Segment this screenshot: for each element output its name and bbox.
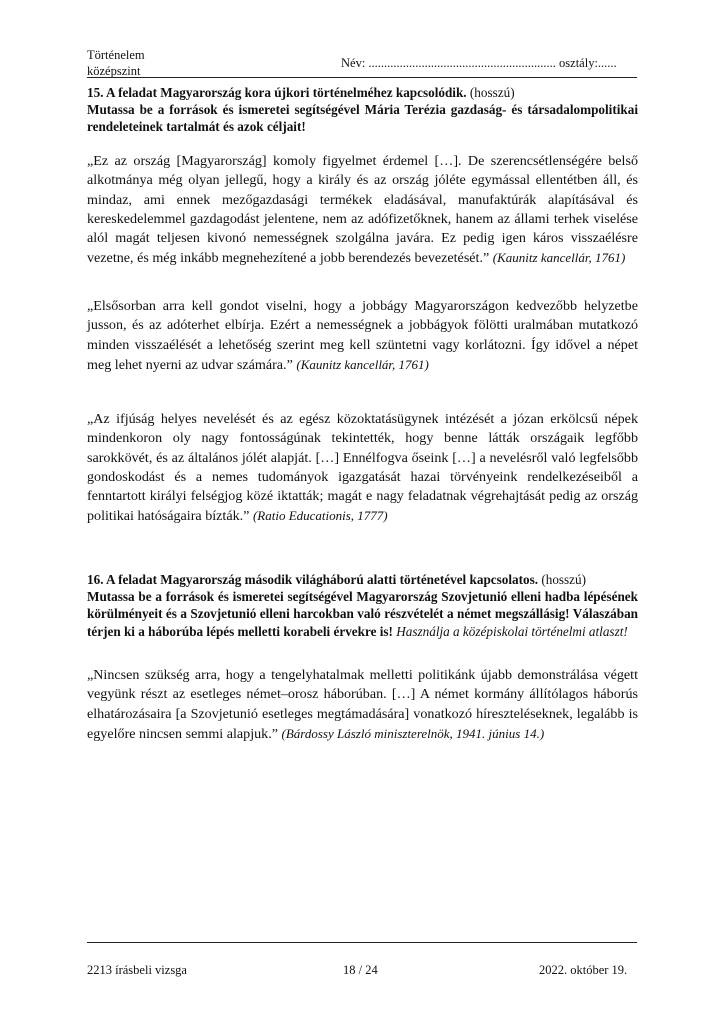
- source-citation: (Ratio Educationis, 1777): [252, 508, 388, 524]
- footer-divider: [87, 942, 637, 943]
- source-text: „Ez az ország [Magyarország] komoly figyelmet érdemel […]. De szerencsétlenségére belső alkotmánya még olyan jellegű, hogy a király és az ország jóléte egymással ellentétben áll, és mindaz, ami ennek mezőgazdasági termékek eladásával, manufaktúrák alapításával és kereskedelemmel gazdagodást jelentene, nem az adófizetőknek, hanem az állami terhek viselése alól magát teljesen kivonó nemességnek szolgálna javára. Ez pedig igen káros visszaélésre vezetne, és még inkább megnehezítené a jobb berendezés bevezetését.”: [87, 153, 638, 267]
- level-label: középszint: [87, 64, 141, 78]
- source-citation: (Kaunitz kancellár, 1761): [296, 356, 429, 372]
- task15-source-3: [87, 410, 638, 527]
- task16-length: (hosszú): [541, 572, 587, 587]
- page-number: 18 / 24: [343, 963, 378, 977]
- source-text: „Elsősorban arra kell gondot viselni, hogy a jobbágy Magyarországon kedvezőbb helyzetbe jusson, és az adóterhet elbírja. Ezért a nemességnek a jobbágyok fölötti uralmában mutatkozó minden visszaélését a lehetőség szerint meg kell szüntetni vagy korlátozni. Így idővel a népet meg lehet nyerni az udvar számára.”: [87, 298, 638, 373]
- source-text: „Nincsen szükség arra, hogy a tengelyhatalmak melletti politikánk újabb demonstrálása végett vegyünk részt az esetleges német–orosz háborúban. […] A német kormány állítólagos háborús elhatározásaira [a Szovjetunió esetleges megtámadására] vonatkozó híreszteléseknek, legalább is egyelőre nincsen semmi alapjuk.”: [87, 667, 638, 742]
- task16-instruction: Mutassa be a források és ismeretei segítségével Magyarország Szovjetunió elleni hadba lépésének körülményeit és a Szovjetunió elleni harcokban való részvételét a német megszállásig! Válaszában térjen ki a háborúba lépés melletti korabeli érvekre is!: [87, 589, 638, 639]
- source-citation: (Kaunitz kancellár, 1761): [492, 250, 626, 266]
- task15-source-1: [87, 152, 638, 269]
- header-divider: [87, 77, 637, 78]
- task15-source-2: [87, 297, 638, 375]
- name-class-field: Név: ............................................................ osztály:......: [341, 56, 617, 70]
- task15-heading: [87, 84, 638, 136]
- source-text: „Az ifjúság helyes nevelését és az egész közoktatásügynek intézését a józan erkölcsű népek mindenkoron oly nagy fontosságúnak tekintették, hogy benne látták országaik legfőbb sarokkövét, és az általános jólét alapját. […] Ennélfogva őseink […] a nevelésről való legfelsőbb gondoskodást és a nemes tudományok igazgatását hazai törvényeink rendelkezéseiből a fenntartott királyi felségjog közé iktatták; magát e nagy feladatnak végrehajtását pedig az ország politikai hatóságaira bízták.”: [87, 411, 638, 525]
- source-citation: (Bárdossy László miniszterelnök, 1941. június 14.): [281, 725, 545, 741]
- subject-block: [87, 47, 145, 79]
- task16-source-1: [87, 666, 638, 744]
- task16-heading: [87, 571, 638, 640]
- task16-title: 16. A feladat Magyarország második világháború alatti történetével kapcsolatos.: [87, 572, 539, 587]
- exam-code: 2213 írásbeli vizsga: [87, 963, 187, 977]
- task15-title: 15. A feladat Magyarország kora újkori történelméhez kapcsolódik.: [87, 85, 467, 100]
- task16-note: Használja a középiskolai történelmi atlaszt!: [396, 623, 628, 639]
- subject-label: Történelem: [87, 48, 145, 62]
- task15-instruction: Mutassa be a források és ismeretei segítségével Mária Terézia gazdaság- és társadalompolitikai rendeleteinek tartalmát és azok céljait!: [87, 102, 638, 135]
- task15-length: (hosszú): [469, 85, 515, 100]
- exam-date: 2022. október 19.: [539, 963, 628, 977]
